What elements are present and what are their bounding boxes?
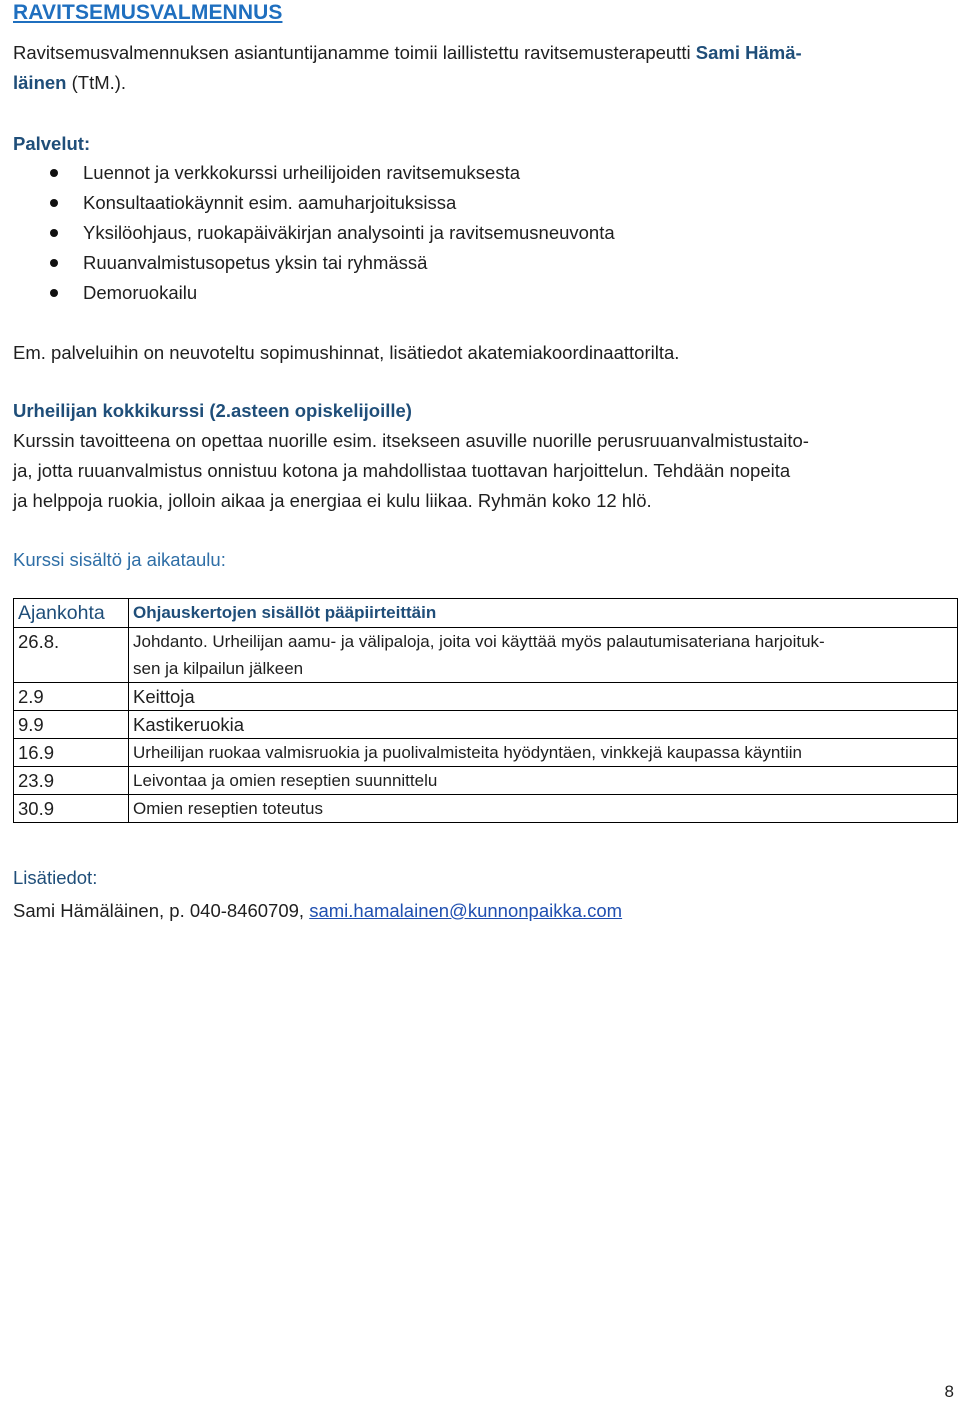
row-date: 30.9 xyxy=(14,795,129,823)
table-row xyxy=(14,767,958,795)
services-list xyxy=(13,158,615,308)
row-date: 9.9 xyxy=(14,711,129,739)
expert-name-part2: läinen xyxy=(13,72,67,93)
email-link[interactable]: sami.hamalainen@kunnonpaikka.com xyxy=(309,900,623,921)
table-row xyxy=(14,683,958,711)
table-row xyxy=(14,739,958,767)
column-header-date: Ajankohta xyxy=(14,599,129,628)
expert-name-part1: Sami Hämä- xyxy=(695,42,802,63)
page-title: RAVITSEMUSVALMENNUS xyxy=(13,1,283,24)
row-content: Omien reseptien toteutus xyxy=(129,795,958,823)
schedule-table xyxy=(13,598,958,823)
table-row xyxy=(14,711,958,739)
list-item: Demoruokailu xyxy=(13,278,615,308)
bullet-icon xyxy=(50,199,58,207)
contact-line xyxy=(13,896,622,926)
table-row xyxy=(14,628,958,683)
row-date: 26.8. xyxy=(14,628,129,683)
bullet-icon xyxy=(50,229,58,237)
row-content: Urheilijan ruokaa valmisruokia ja puolivalmisteita hyödyntäen, vinkkejä kaupassa käyntiin xyxy=(129,739,958,767)
course-description: Kurssin tavoitteena on opettaa nuorille esim. itsekseen asuville nuorille perusruuanvalmistustaito- ja, jotta ruuanvalmistus onnistuu kotona ja mahdollistaa tuottavan harjoittelun. Tehdään nopeita ja helppoja ruokia, jolloin aikaa ja energiaa ei kulu liikaa. Ryhmän koko 12 hlö. xyxy=(13,430,809,511)
table-row xyxy=(14,795,958,823)
intro-text: Ravitsemusvalmennuksen asiantuntijanamme toimii laillistettu ravitsemusterapeutti xyxy=(13,42,696,63)
row-date: 23.9 xyxy=(14,767,129,795)
schedule-heading: Kurssi sisältö ja aikataulu: xyxy=(13,549,226,570)
services-heading: Palvelut: xyxy=(13,133,91,154)
contact-text: Sami Hämäläinen, p. 040-8460709, xyxy=(13,900,310,921)
bullet-icon xyxy=(50,289,58,297)
row-date: 2.9 xyxy=(14,683,129,711)
row-content: Kastikeruokia xyxy=(129,711,958,739)
bullet-icon xyxy=(50,259,58,267)
course-heading: Urheilijan kokkikurssi (2.asteen opiskelijoille) xyxy=(13,400,412,421)
list-item: Yksilöohjaus, ruokapäiväkirjan analysointi ja ravitsemusneuvonta xyxy=(13,218,615,248)
column-header-content: Ohjauskertojen sisällöt pääpiirteittäin xyxy=(129,599,958,628)
row-content: Keittoja xyxy=(129,683,958,711)
list-item: Ruuanvalmistusopetus yksin tai ryhmässä xyxy=(13,248,615,278)
intro-paragraph xyxy=(13,38,943,98)
page-number: 8 xyxy=(944,1382,954,1401)
list-item: Luennot ja verkkokurssi urheilijoiden ravitsemuksesta xyxy=(13,158,615,188)
bullet-icon xyxy=(50,169,58,177)
row-content: Johdanto. Urheilijan aamu- ja välipaloja, joita voi käyttää myös palautumisateriana harjoituk- sen ja kilpailun jälkeen xyxy=(129,628,958,683)
intro-suffix: (TtM.). xyxy=(66,72,127,93)
row-content: Leivontaa ja omien reseptien suunnittelu xyxy=(129,767,958,795)
table-header-row xyxy=(14,599,958,628)
info-heading: Lisätiedot: xyxy=(13,867,98,888)
pricing-note: Em. palveluihin on neuvoteltu sopimushinnat, lisätiedot akatemiakoordinaattorilta. xyxy=(13,342,680,363)
row-date: 16.9 xyxy=(14,739,129,767)
list-item: Konsultaatiokäynnit esim. aamuharjoituksissa xyxy=(13,188,615,218)
